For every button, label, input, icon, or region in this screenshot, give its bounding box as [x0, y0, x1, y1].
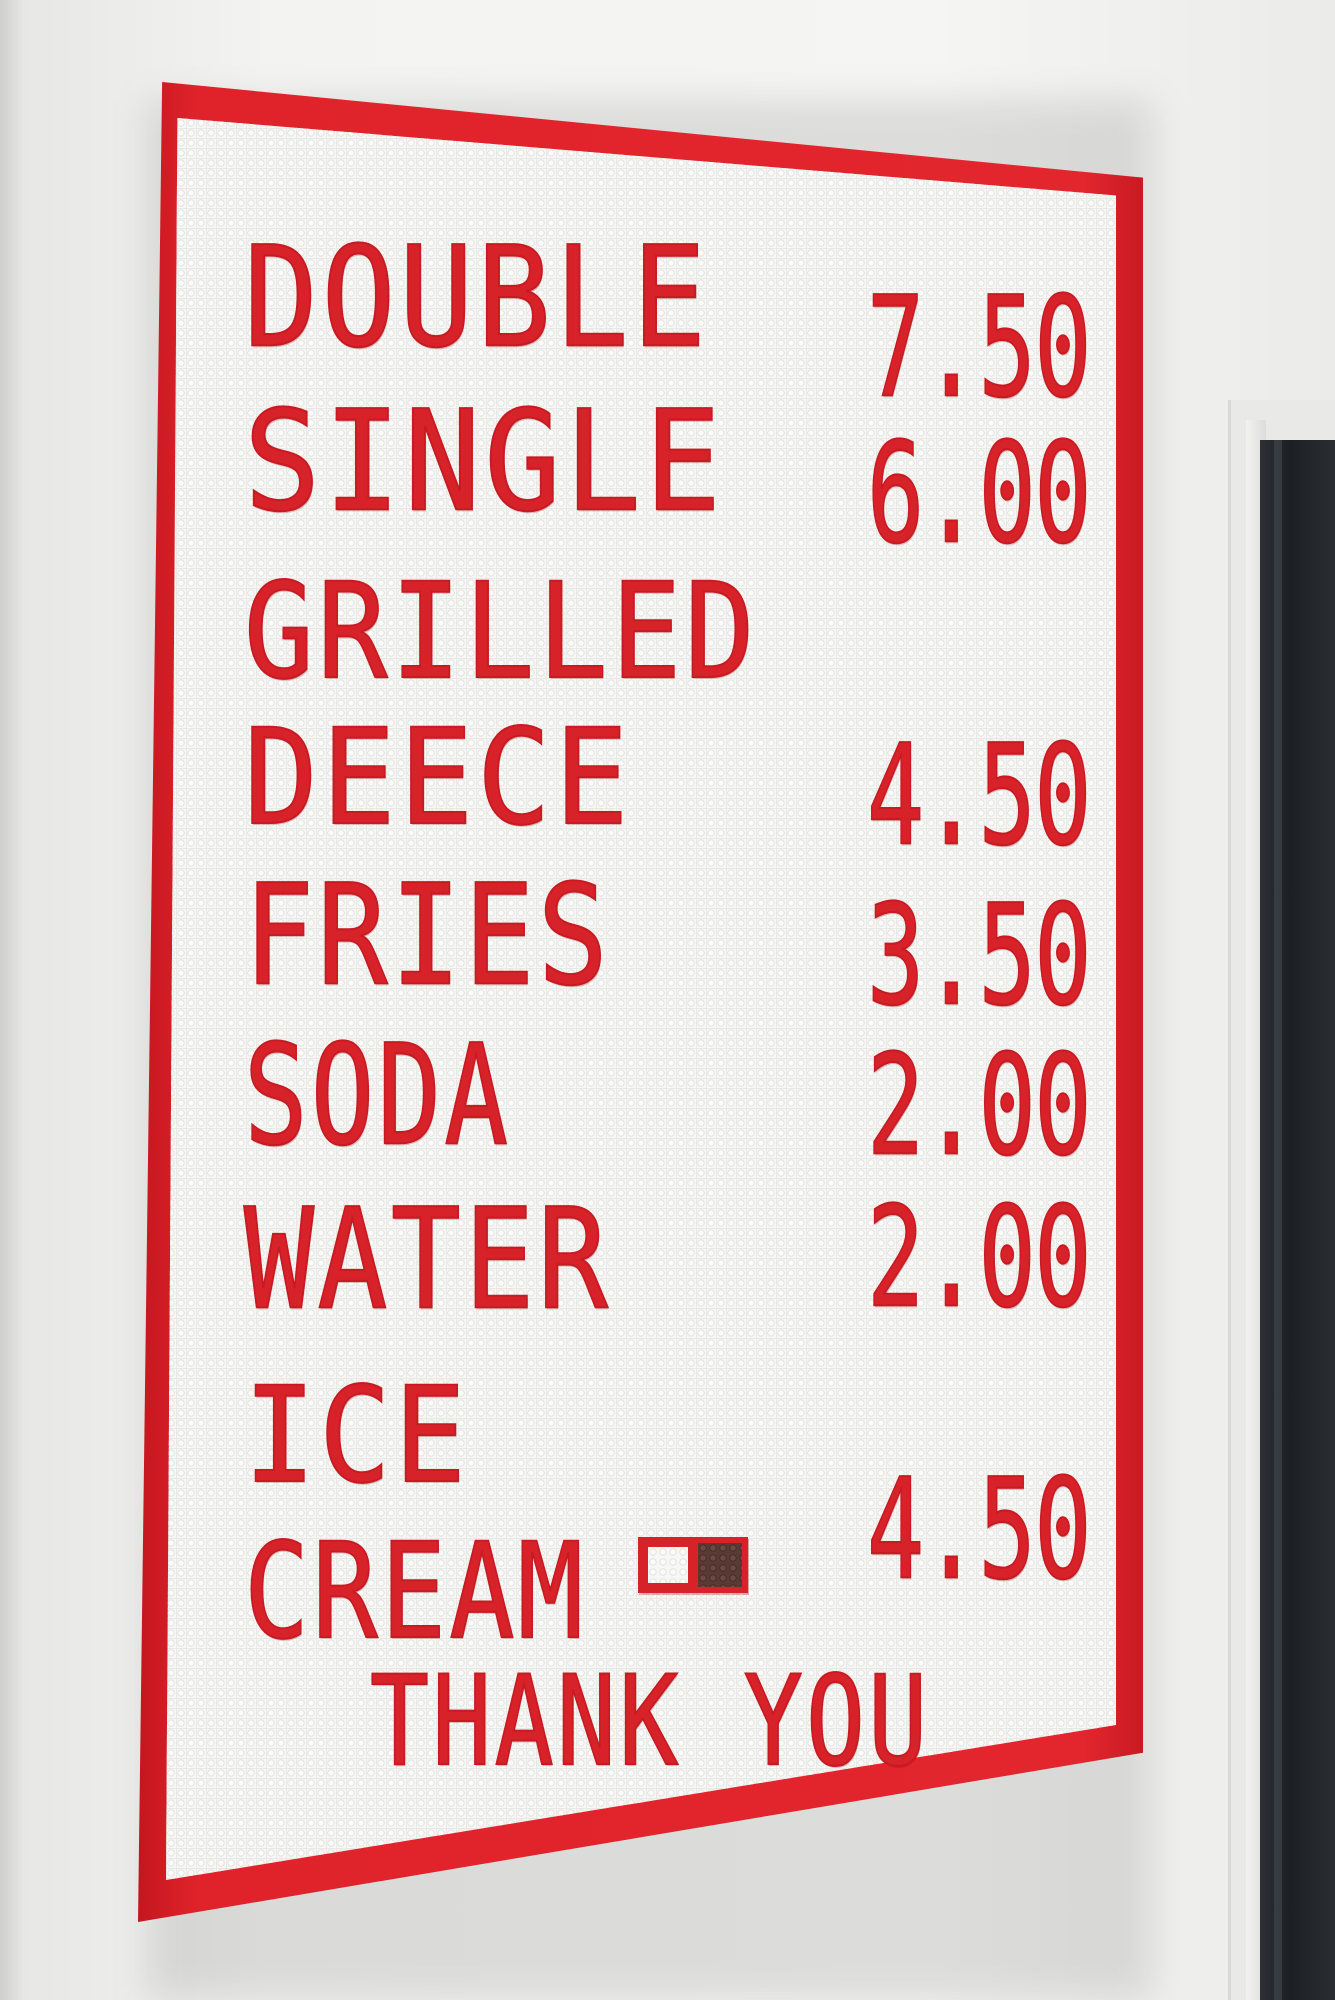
menu-item-fries-name: FRIES: [244, 855, 612, 1017]
ice-cream-block-chocolate: [698, 1543, 742, 1587]
menu-item-single-name: SINGLE: [244, 381, 725, 543]
menu-item-soda-name: SODA: [244, 1015, 512, 1177]
menu-item-water-name: WATER: [244, 1179, 612, 1341]
menu-item-double-price: 7.50: [867, 267, 1091, 429]
thank-you-footer: THANK YOU: [370, 1648, 931, 1794]
menu-item-deece-name: DEECE: [244, 701, 633, 855]
menu-item-deece-price: 4.50: [867, 715, 1091, 877]
menu-item-water-price: 2.00: [867, 1177, 1091, 1339]
menu-item-soda-price: 2.00: [867, 1025, 1091, 1187]
menu-item-cream-name: CREAM: [244, 1515, 587, 1669]
menu-item-fries-price: 3.50: [867, 875, 1091, 1037]
doorway: [1260, 440, 1335, 2000]
menu-item-grilled-name: GRILLED: [244, 555, 759, 709]
door-highlight: [1274, 440, 1282, 2000]
menu-item-ice-name: ICE: [244, 1359, 470, 1513]
wall-corner: [0, 0, 22, 2000]
menu-item-cream-price: 4.50: [867, 1449, 1091, 1611]
ice-cream-block-icon: [638, 1537, 748, 1593]
ice-cream-block-white: [648, 1547, 688, 1583]
menu-item-double-name: DOUBLE: [244, 217, 710, 379]
menu-item-single-price: 6.00: [867, 413, 1091, 575]
